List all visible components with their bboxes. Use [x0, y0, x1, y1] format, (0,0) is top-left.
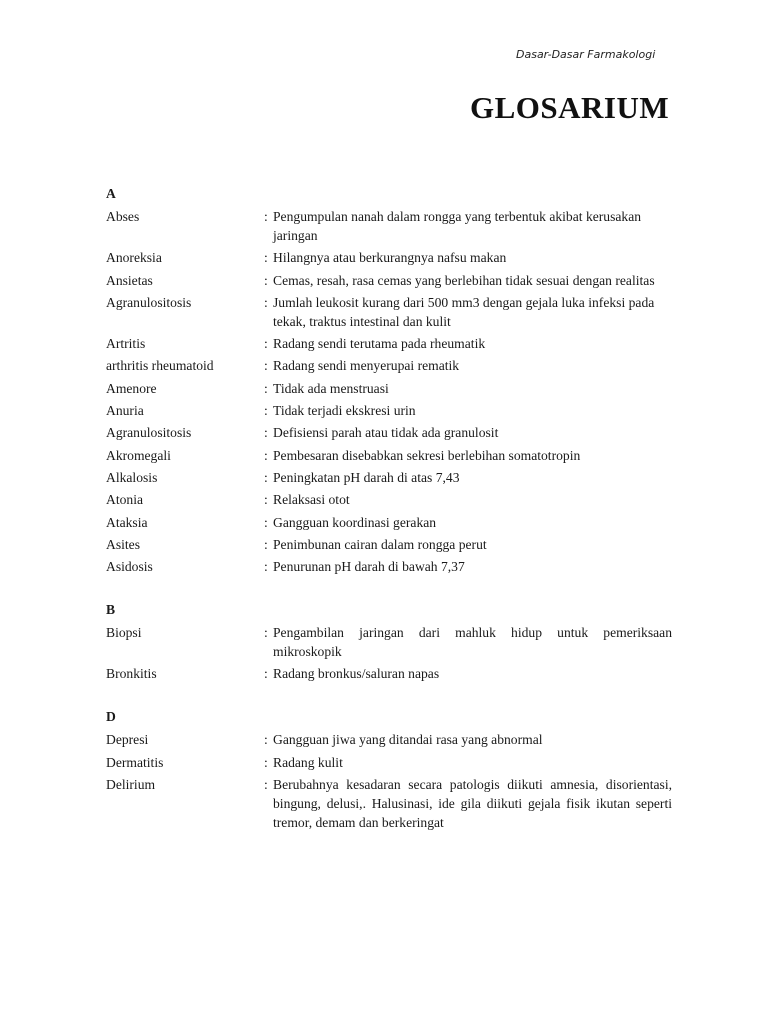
glossary-entry: [106, 271, 672, 290]
term-separator: :: [264, 209, 268, 224]
running-header: Dasar-Dasar Farmakologi: [516, 48, 656, 61]
term-separator: :: [264, 447, 268, 463]
glossary-term: Atonia: [106, 492, 143, 508]
term-separator: :: [264, 380, 268, 396]
term-separator: :: [264, 272, 268, 288]
term-separator: :: [264, 732, 268, 748]
term-separator: :: [264, 358, 268, 374]
glossary-entry: [106, 379, 672, 398]
glossary-entry: [106, 775, 672, 832]
glossary-definition: Peningkatan pH darah di atas 7,43: [273, 469, 460, 485]
term-separator: :: [264, 425, 268, 441]
page-title: GLOSARIUM: [470, 90, 670, 125]
glossary-term: Abses: [106, 209, 140, 224]
glossary-entry: [106, 423, 672, 442]
glossary-entry: [106, 535, 672, 554]
glossary-entry: [106, 490, 672, 509]
term-separator: :: [264, 536, 268, 552]
term-separator: :: [264, 666, 268, 682]
glossary-term: Agranulositosis: [106, 294, 192, 310]
glossary-definition: Radang sendi terutama pada rheumatik: [273, 336, 486, 352]
term-separator: :: [264, 250, 268, 266]
section-letter: A: [106, 186, 116, 201]
glossary-section: [106, 600, 672, 683]
glossary-term: Depresi: [106, 732, 149, 748]
glossary-definition: Cemas, resah, rasa cemas yang berlebihan tidak sesuai dengan realitas: [273, 272, 655, 288]
glossary-entry: [106, 334, 672, 353]
glossary-term: Alkalosis: [106, 469, 158, 485]
glossary-definition: Hilangnya atau berkurangnya nafsu makan: [273, 250, 507, 266]
section-letter: D: [106, 709, 116, 725]
term-separator: :: [264, 777, 268, 793]
glossary-entry: [106, 468, 672, 487]
glossary-term: arthritis rheumatoid: [106, 358, 214, 374]
term-separator: :: [264, 754, 268, 770]
term-separator: :: [264, 492, 268, 508]
term-separator: :: [264, 469, 268, 485]
glossary-entry: [106, 664, 672, 683]
glossary-definition: Radang kulit: [273, 754, 343, 770]
glossary-term: Bronkitis: [106, 666, 157, 682]
glossary-entry: [106, 248, 672, 267]
glossary-term: Anuria: [106, 403, 144, 419]
glossary-term: Asites: [106, 536, 140, 552]
glossary-entry: [106, 513, 672, 532]
glossary-entry: [106, 446, 672, 465]
glossary-entry: [106, 356, 672, 375]
term-separator: :: [264, 559, 268, 575]
glossary-definition: Pengambilan jaringan dari mahluk hidup untuk pemeriksaan mikroskopik: [273, 625, 672, 660]
glossary-definition: Radang bronkus/saluran napas: [273, 666, 440, 682]
glossary-entry: [106, 293, 672, 331]
glossary-term: Ansietas: [106, 272, 153, 288]
glossary-definition: Penimbunan cairan dalam rongga perut: [273, 536, 487, 552]
glossary-definition: Gangguan jiwa yang ditandai rasa yang abnormal: [273, 732, 543, 748]
glossary-definition: Penurunan pH darah di bawah 7,37: [273, 559, 465, 575]
term-separator: :: [264, 403, 268, 419]
glossary-content: [106, 184, 672, 856]
glossary-term: Anoreksia: [106, 250, 162, 266]
glossary-definition: Radang sendi menyerupai rematik: [273, 358, 460, 374]
glossary-term: Ataksia: [106, 514, 148, 530]
glossary-definition: Berubahnya kesadaran secara patologis diikuti amnesia, disorientasi, bingung, delusi,. Halusinasi, ide gila diikuti gejala fisik ikutan seperti tremor, demam dan berkeringat: [273, 777, 672, 831]
glossary-definition: Jumlah leukosit kurang dari 500 mm3 dengan gejala luka infeksi pada tekak, traktus intestinal dan kulit: [273, 294, 655, 329]
glossary-entry: [106, 623, 672, 661]
glossary-definition: Gangguan koordinasi gerakan: [273, 514, 437, 530]
glossary-entry: [106, 207, 672, 245]
glossary-section: [106, 184, 672, 576]
glossary-definition: Pembesaran disebabkan sekresi berlebihan somatotropin: [273, 447, 581, 463]
section-letter: B: [106, 602, 116, 618]
glossary-entry: [106, 557, 672, 576]
glossary-entry: [106, 730, 672, 749]
glossary-term: Dermatitis: [106, 754, 164, 770]
glossary-entry: [106, 753, 672, 772]
glossary-term: Delirium: [106, 777, 156, 793]
term-separator: :: [264, 336, 268, 352]
glossary-term: Akromegali: [106, 447, 171, 463]
term-separator: :: [264, 294, 268, 310]
glossary-section: [106, 707, 672, 832]
glossary-definition: Pengumpulan nanah dalam rongga yang terbentuk akibat kerusakan jaringan: [273, 209, 642, 243]
glossary-term: Agranulositosis: [106, 425, 192, 441]
term-separator: :: [264, 514, 268, 530]
glossary-definition: Tidak terjadi ekskresi urin: [273, 403, 416, 419]
glossary-definition: Relaksasi otot: [273, 492, 350, 508]
glossary-entry: [106, 401, 672, 420]
glossary-term: Biopsi: [106, 625, 142, 641]
glossary-definition: Defisiensi parah atau tidak ada granulosit: [273, 425, 499, 441]
glossary-definition: Tidak ada menstruasi: [273, 380, 389, 396]
glossary-term: Amenore: [106, 380, 157, 396]
glossary-term: Artritis: [106, 336, 146, 352]
glossary-term: Asidosis: [106, 559, 153, 575]
term-separator: :: [264, 625, 268, 641]
